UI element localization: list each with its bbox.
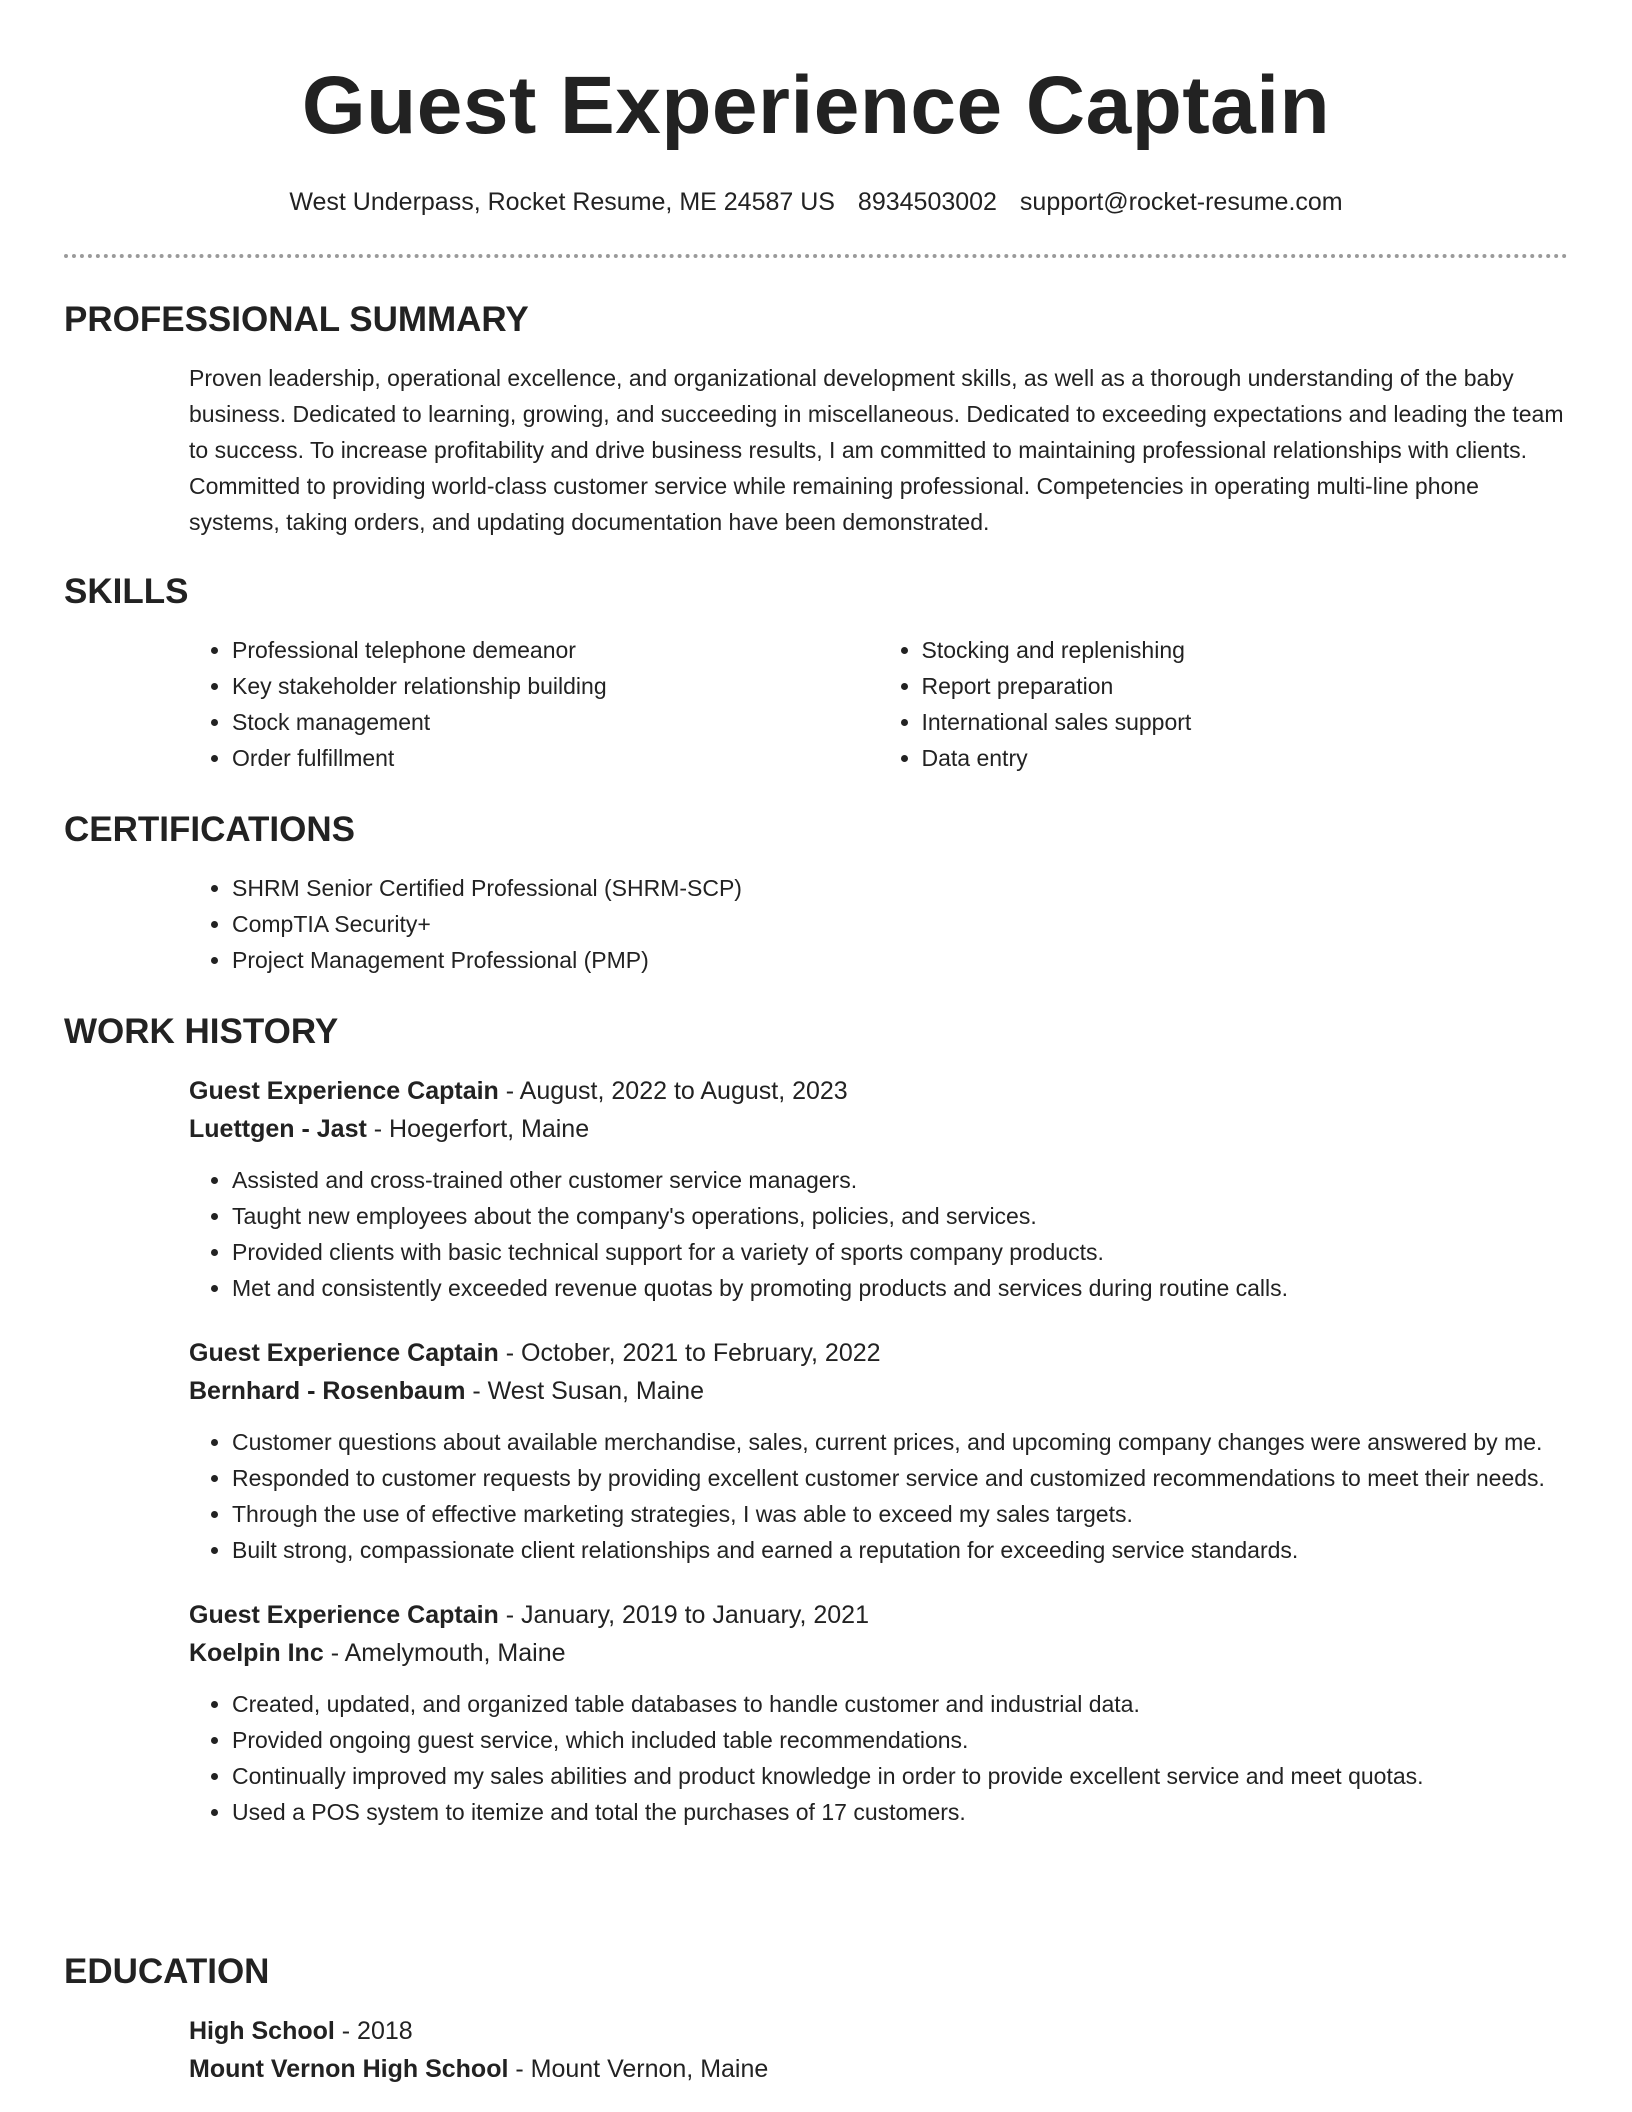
- skill-item: • Professional telephone demeanor: [232, 632, 879, 668]
- skill-item: • Report preparation: [922, 668, 1569, 704]
- job-dates: - October, 2021 to February, 2022: [505, 1339, 881, 1367]
- header-divider: [64, 254, 1568, 258]
- job-bullet: • Built strong, compassionate client relationships and earned a reputation for exceeding service standards.: [232, 1532, 1568, 1568]
- job-dates: - January, 2019 to January, 2021: [505, 1601, 869, 1629]
- job-dates: - August, 2022 to August, 2023: [505, 1077, 848, 1105]
- certifications-section: [64, 808, 1568, 978]
- job-bullet: • Provided clients with basic technical support for a variety of sports company products.: [232, 1234, 1568, 1270]
- job-company-line: [189, 1372, 1568, 1410]
- education-year: - 2018: [341, 2017, 413, 2045]
- certifications-title: CERTIFICATIONS: [64, 810, 356, 849]
- job-company-line: [189, 1110, 1568, 1148]
- certification-item: • SHRM Senior Certified Professional (SHRM-SCP): [232, 870, 1568, 906]
- job-bullet: • Used a POS system to itemize and total the purchases of 17 customers.: [232, 1794, 1568, 1830]
- summary-title: PROFESSIONAL SUMMARY: [64, 300, 529, 339]
- job-bullet: • Provided ongoing guest service, which included table recommendations.: [232, 1722, 1568, 1758]
- job-location: - Amelymouth, Maine: [330, 1639, 566, 1667]
- education-section: [64, 1950, 1568, 2088]
- job-location: - West Susan, Maine: [472, 1377, 704, 1405]
- skills-title: SKILLS: [64, 572, 189, 611]
- job-role: Guest Experience Captain: [189, 1339, 499, 1367]
- resume-name: Guest Experience Captain: [301, 60, 1331, 151]
- job-bullet: • Customer questions about available merchandise, sales, current prices, and upcoming company changes were answered by me.: [232, 1424, 1568, 1460]
- job-bullet: • Continually improved my sales abilities and product knowledge in order to provide excellent service and meet quotas.: [232, 1758, 1568, 1794]
- education-school-line: [189, 2050, 1568, 2088]
- job-bullet: • Met and consistently exceeded revenue quotas by promoting products and services during routine calls.: [232, 1270, 1568, 1306]
- job-entry: [189, 1334, 1568, 1568]
- contact-address: West Underpass, Rocket Resume, ME 24587 US: [289, 188, 835, 216]
- job-company: Bernhard - Rosenbaum: [189, 1377, 466, 1405]
- job-bullet: • Taught new employees about the company's operations, policies, and services.: [232, 1198, 1568, 1234]
- work-history-title: WORK HISTORY: [64, 1012, 339, 1051]
- job-role-line: [189, 1596, 1568, 1634]
- contact-email: support@rocket-resume.com: [1019, 188, 1343, 216]
- job-entry: [189, 1072, 1568, 1306]
- work-history-section: [64, 1010, 1568, 1830]
- job-role-line: [189, 1072, 1568, 1110]
- certifications-list: [189, 870, 1568, 978]
- job-company: Luettgen - Jast: [189, 1115, 367, 1143]
- summary-section: [64, 298, 1568, 540]
- job-company: Koelpin Inc: [189, 1639, 324, 1667]
- job-bullet: • Responded to customer requests by providing excellent customer service and customized recommendations to meet their needs.: [232, 1460, 1568, 1496]
- job-entry: [189, 1596, 1568, 1830]
- education-degree: High School: [189, 2017, 335, 2045]
- skill-item: • Stock management: [232, 704, 879, 740]
- job-role: Guest Experience Captain: [189, 1077, 499, 1105]
- skills-list-right: [879, 632, 1569, 776]
- summary-text: Proven leadership, operational excellence, and organizational development skills, as well as a thorough understanding of the baby business. Dedicated to learning, growing, and succeeding in miscellaneous. Dedicated to exceeding expectations and leading the team to success. To increase profitability and drive business results, I am committed to maintaining professional relationships with clients. Committed to providing world-class customer service while remaining professional. Competencies in operating multi-line phone systems, taking orders, and updating documentation have been demonstrated.: [189, 365, 1564, 535]
- job-role: Guest Experience Captain: [189, 1601, 499, 1629]
- certification-item: • Project Management Professional (PMP): [232, 942, 1568, 978]
- job-location: - Hoegerfort, Maine: [373, 1115, 590, 1143]
- job-bullet: • Through the use of effective marketing strategies, I was able to exceed my sales targets.: [232, 1496, 1568, 1532]
- skill-item: • Key stakeholder relationship building: [232, 668, 879, 704]
- job-bullets: [189, 1686, 1568, 1830]
- job-bullets: [189, 1162, 1568, 1306]
- education-degree-line: [189, 2012, 1568, 2050]
- skill-item: • Data entry: [922, 740, 1569, 776]
- education-title: EDUCATION: [64, 1952, 270, 1991]
- resume-page: [64, 0, 1568, 2083]
- job-company-line: [189, 1634, 1568, 1672]
- skill-item: • Stocking and replenishing: [922, 632, 1569, 668]
- contact-line: [64, 184, 1568, 220]
- skill-item: • Order fulfillment: [232, 740, 879, 776]
- job-bullet: • Assisted and cross-trained other customer service managers.: [232, 1162, 1568, 1198]
- job-role-line: [189, 1334, 1568, 1372]
- certification-item: • CompTIA Security+: [232, 906, 1568, 942]
- skills-list-left: [189, 632, 879, 776]
- contact-phone: 8934503002: [857, 188, 997, 216]
- skills-section: [64, 570, 1568, 776]
- job-bullet: • Created, updated, and organized table databases to handle customer and industrial data.: [232, 1686, 1568, 1722]
- education-location: - Mount Vernon, Maine: [515, 2055, 769, 2083]
- education-school: Mount Vernon High School: [189, 2055, 509, 2083]
- job-bullets: [189, 1424, 1568, 1568]
- skill-item: • International sales support: [922, 704, 1569, 740]
